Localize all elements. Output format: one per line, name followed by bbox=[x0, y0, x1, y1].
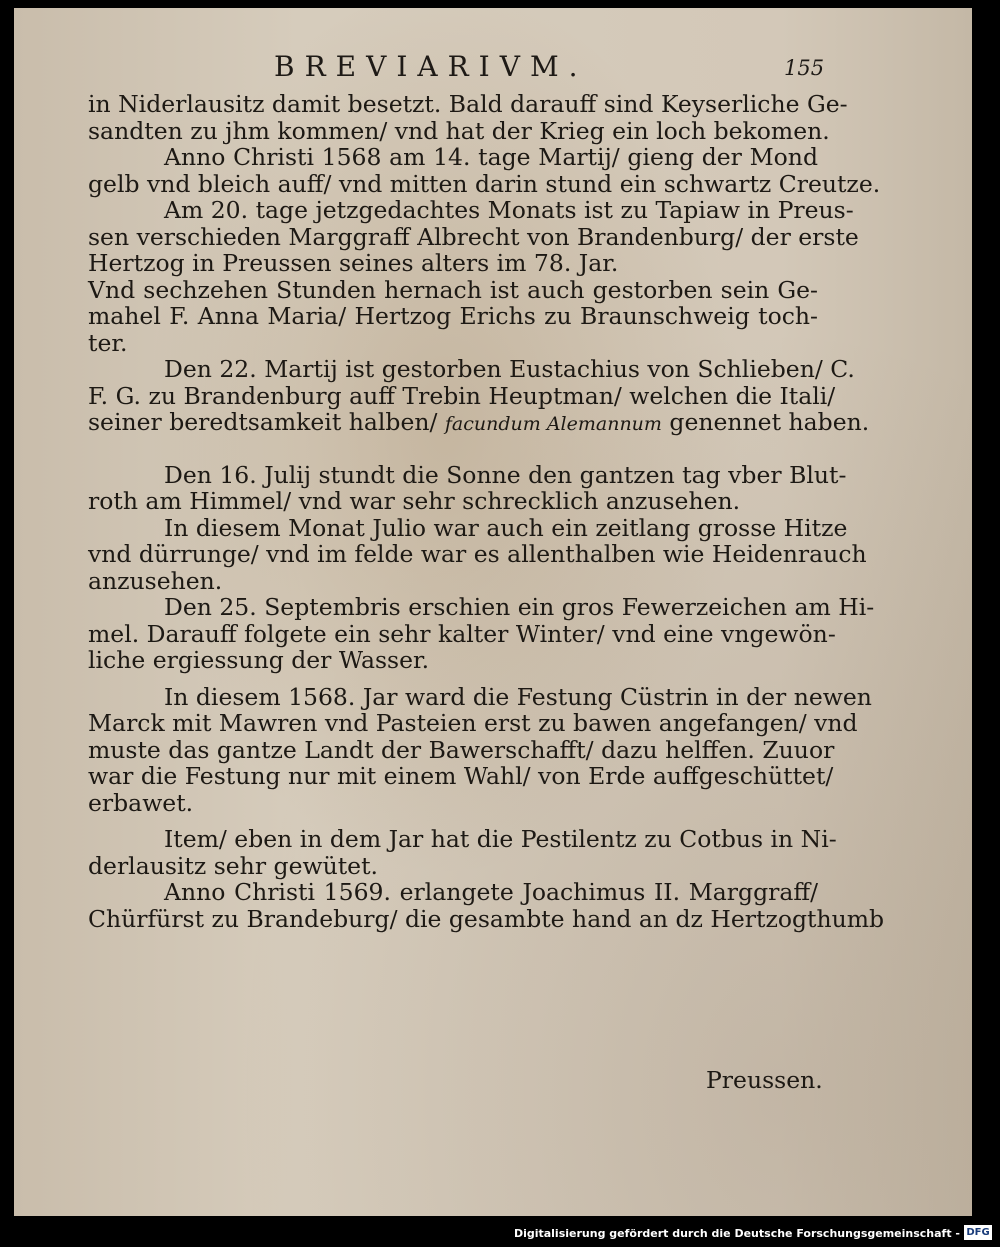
text-line: liche ergiessung der Wasser. bbox=[88, 646, 430, 674]
text-line: sandten zu jhm kommen/ vnd hat der Krieg ein loch bekomen. bbox=[88, 116, 830, 145]
text-line: Anno Christi 1568 am 14. tage Martij/ gieng der Mond bbox=[164, 143, 818, 171]
text-line: ter. bbox=[88, 328, 128, 357]
page-number: 155 bbox=[784, 56, 825, 80]
text-line: vnd dürrunge/ vnd im felde war es allenthalben wie Heidenrauch bbox=[88, 540, 867, 568]
latin-phrase: facundum Alemannum bbox=[444, 413, 662, 435]
text-line: Marck mit Mawren vnd Pasteien erst zu bawen angefangen/ vnd bbox=[88, 709, 858, 737]
text-line: roth am Himmel/ vnd war sehr schrecklich anzusehen. bbox=[88, 487, 741, 515]
text-line: Anno Christi 1569. erlangete Joachimus II. Marggraff/ bbox=[164, 878, 818, 906]
footer-bar bbox=[0, 1222, 1000, 1247]
text-line: F. G. zu Brandenburg auff Trebin Heuptman/ welchen die Itali/ bbox=[88, 381, 836, 410]
text-line: In diesem Monat Julio war auch ein zeitlang grosse Hitze bbox=[164, 513, 848, 542]
text-line: in Niderlausitz damit besetzt. Bald darauff sind Keyserliche Ge- bbox=[88, 90, 848, 118]
text-line: Den 25. Septembris erschien ein gros Fewerzeichen am Hi- bbox=[164, 593, 875, 621]
text-line bbox=[88, 408, 870, 436]
text-line: war die Festung nur mit einem Wahl/ von Erde auffgeschüttet/ bbox=[88, 762, 834, 790]
text-line: Den 16. Julij stundt die Sonne den gantzen tag vber Blut- bbox=[164, 460, 847, 489]
text-line: Vnd sechzehen Stunden hernach ist auch gestorben sein Ge- bbox=[88, 275, 818, 304]
text-line: Chürfürst zu Brandeburg/ die gesambte hand an dz Hertzogthumb bbox=[88, 904, 885, 933]
funding-credit: Digitalisierung gefördert durch die Deutsche Forschungsgemeinschaft - bbox=[513, 1227, 960, 1240]
text-line: Hertzog in Preussen seines alters im 78. Jar. bbox=[88, 249, 619, 277]
page-header bbox=[14, 50, 972, 90]
text-line: mahel F. Anna Maria/ Hertzog Erichs zu Braunschweig toch- bbox=[88, 302, 818, 330]
text-line: Item/ eben in dem Jar hat die Pestilentz zu Cotbus in Ni- bbox=[164, 825, 837, 853]
text-line: In diesem 1568. Jar ward die Festung Cüstrin in der newen bbox=[164, 682, 872, 711]
catchword: Preussen. bbox=[706, 1066, 823, 1094]
dfg-logo: DFG bbox=[964, 1225, 992, 1240]
text-line: gelb vnd bleich auff/ vnd mitten darin stund ein schwartz Creutze. bbox=[88, 169, 881, 198]
text-line: derlausitz sehr gewütet. bbox=[88, 851, 378, 880]
text-line: mel. Darauff folgete ein sehr kalter Winter/ vnd eine vngewön- bbox=[88, 619, 836, 648]
running-title: BREVIARIVM. bbox=[274, 50, 588, 83]
body-text bbox=[88, 90, 885, 933]
text-line: Den 22. Martij ist gestorben Eustachius von Schlieben/ C. bbox=[164, 355, 855, 383]
text-line: anzusehen. bbox=[88, 566, 223, 595]
text-line: sen verschieden Marggraff Albrecht von Brandenburg/ der erste bbox=[88, 222, 859, 251]
text-line: muste das gantze Landt der Bawerschafft/ dazu helffen. Zuuor bbox=[88, 735, 835, 764]
text-line: Am 20. tage jetzgedachtes Monats ist zu Tapiaw in Preus- bbox=[164, 196, 854, 224]
text-segment: seiner beredtsamkeit halben/ bbox=[88, 408, 438, 436]
text-line: erbawet. bbox=[88, 788, 194, 817]
book-page bbox=[14, 8, 972, 1216]
text-segment: genennet haben. bbox=[669, 408, 870, 436]
